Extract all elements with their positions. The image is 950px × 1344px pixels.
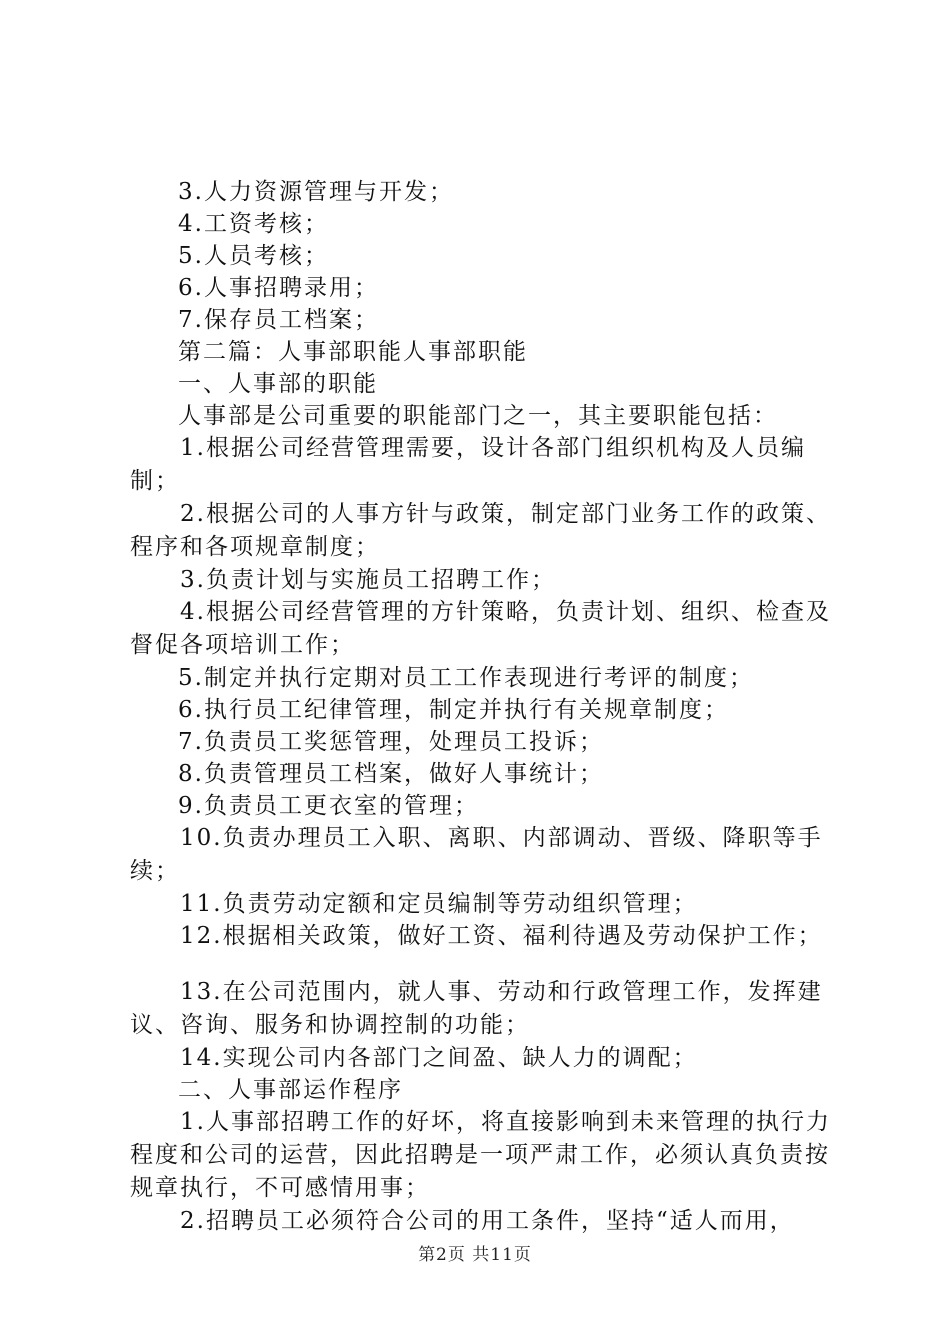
paragraph: 1.人事部招聘工作的好坏，将直接影响到未来管理的执行力程度和公司的运营，因此招聘是一项严肃工作，必须认真负责按规章执行，不可感情用事；	[130, 1109, 831, 1201]
paragraph: 6.人事招聘录用；	[178, 275, 379, 301]
paragraph: 5.制定并执行定期对员工工作表现进行考评的制度；	[178, 665, 754, 691]
paragraph: 5.人员考核；	[178, 243, 329, 269]
paragraph: 3.负责计划与实施员工招聘工作；	[180, 567, 556, 593]
paragraph: 3.人力资源管理与开发；	[178, 179, 454, 205]
paragraph: 7.负责员工奖惩管理，处理员工投诉；	[178, 729, 604, 755]
page-footer: 第2页 共11页	[418, 1245, 532, 1265]
paragraph: 4.工资考核；	[178, 211, 329, 237]
paragraph: 6.执行员工纪律管理，制定并执行有关规章制度；	[178, 697, 729, 723]
paragraph: 1.根据公司经营管理需要，设计各部门组织机构及人员编制；	[130, 435, 806, 494]
paragraph: 10.负责办理员工入职、离职、内部调动、晋级、降职等手续；	[130, 825, 823, 884]
section-heading: 一、人事部的职能	[178, 371, 378, 397]
paragraph: 13.在公司范围内，就人事、劳动和行政管理工作，发挥建议、咨询、服务和协调控制的功能；	[130, 979, 823, 1038]
paragraph: 8.负责管理员工档案，做好人事统计；	[178, 761, 604, 787]
section-heading: 二、人事部运作程序	[178, 1077, 403, 1103]
paragraph: 11.负责劳动定额和定员编制等劳动组织管理；	[180, 891, 698, 917]
document-body	[130, 176, 850, 1237]
paragraph: 7.保存员工档案；	[178, 307, 379, 333]
paragraph: 9.负责员工更衣室的管理；	[178, 793, 479, 819]
paragraph: 2.招聘员工必须符合公司的用工条件，坚持“适人而用，	[180, 1208, 795, 1234]
paragraph: 4.根据公司经营管理的方针策略，负责计划、组织、检查及督促各项培训工作；	[130, 599, 831, 658]
paragraph: 2.根据公司的人事方针与政策，制定部门业务工作的政策、程序和各项规章制度；	[130, 501, 831, 560]
paragraph: 人事部是公司重要的职能部门之一，其主要职能包括：	[178, 403, 778, 429]
paragraph: 12.根据相关政策，做好工资、福利待遇及劳动保护工作；	[180, 923, 823, 949]
section-title: 第二篇：人事部职能人事部职能	[178, 339, 528, 365]
paragraph: 14.实现公司内各部门之间盈、缺人力的调配；	[180, 1045, 698, 1071]
